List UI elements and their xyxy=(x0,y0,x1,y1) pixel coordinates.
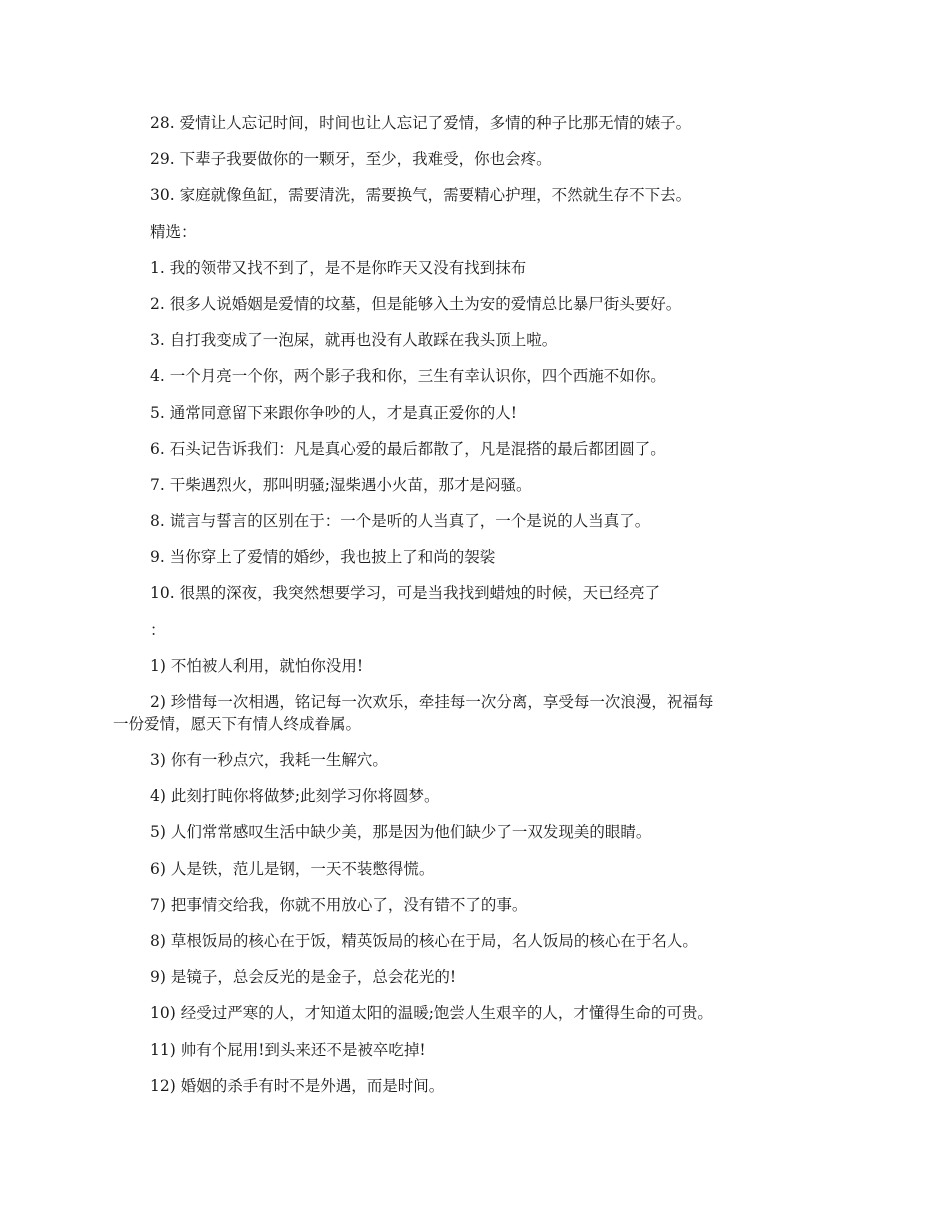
text-line: 8. 谎言与誓言的区别在于：一个是听的人当真了，一个是说的人当真了。 xyxy=(150,512,651,531)
section-heading: 精选： xyxy=(150,222,197,241)
text-line: 30. 家庭就像鱼缸，需要清洗，需要换气，需要精心护理，不然就生存不下去。 xyxy=(150,186,692,205)
text-line: 5) 人们常常感叹生活中缺少美，那是因为他们缺少了一双发现美的眼睛。 xyxy=(150,823,652,842)
text-line: 9. 当你穿上了爱情的婚纱，我也披上了和尚的袈裟 xyxy=(150,548,496,567)
text-line: 4. 一个月亮一个你，两个影子我和你，三生有幸认识你，四个西施不如你。 xyxy=(150,367,666,386)
text-line: 7. 干柴遇烈火，那叫明骚;湿柴遇小火苗，那才是闷骚。 xyxy=(150,475,532,494)
text-line: 10. 很黑的深夜，我突然想要学习，可是当我找到蜡烛的时候，天已经亮了 xyxy=(150,584,661,603)
text-line: 2. 很多人说婚姻是爱情的坟墓，但是能够入土为安的爱情总比暴尸街头要好。 xyxy=(150,294,682,313)
text-line: 6) 人是铁，范儿是钢，一天不装憋得慌。 xyxy=(150,859,435,878)
text-line: 10) 经受过严寒的人，才知道太阳的温暖;饱尝人生艰辛的人，才懂得生命的可贵。 xyxy=(150,1004,713,1023)
text-line: 4) 此刻打盹你将做梦;此刻学习你将圆梦。 xyxy=(150,787,440,806)
text-line: 12) 婚姻的杀手有时不是外遇，而是时间。 xyxy=(150,1076,445,1095)
text-line: 28. 爱情让人忘记时间，时间也让人忘记了爱情，多情的种子比那无情的婊子。 xyxy=(150,114,692,132)
document-body xyxy=(113,112,828,1111)
text-paragraph xyxy=(113,691,828,735)
text-line: 11) 帅有个屁用!到头来还不是被卒吃掉! xyxy=(150,1040,426,1059)
text-line: 3) 你有一秒点穴，我耗一生解穴。 xyxy=(150,751,388,769)
text-line: 5. 通常同意留下来跟你争吵的人，才是真正爱你的人! xyxy=(150,403,517,422)
text-line: 29. 下辈子我要做你的一颗牙，至少，我难受，你也会疼。 xyxy=(150,150,552,169)
paragraph-continuation: 一份爱情，愿天下有情人终成眷属。 xyxy=(113,715,362,733)
text-line: 8) 草根饭局的核心在于饭，精英饭局的核心在于局，名人饭局的核心在于名人。 xyxy=(150,931,698,950)
text-line: 9) 是镜子，总会反光的是金子，总会花光的! xyxy=(150,968,457,987)
text-line: 1) 不怕被人利用，就怕你没用! xyxy=(150,656,364,675)
section-heading: ： xyxy=(150,620,166,639)
text-line: 7) 把事情交给我，你就不用放心了，没有错不了的事。 xyxy=(150,895,528,914)
text-line: 3. 自打我变成了一泡屎，就再也没有人敢踩在我头顶上啦。 xyxy=(150,331,558,350)
text-line: 6. 石头记告诉我们：凡是真心爱的最后都散了，凡是混搭的最后都团圆了。 xyxy=(150,439,666,458)
text-line: 1. 我的领带又找不到了，是不是你昨天又没有找到抹布 xyxy=(150,258,527,277)
paragraph-first-line: 2) 珍惜每一次相遇，铭记每一次欢乐，牵挂每一次分离，享受每一次浪漫，祝福每 xyxy=(150,693,714,711)
